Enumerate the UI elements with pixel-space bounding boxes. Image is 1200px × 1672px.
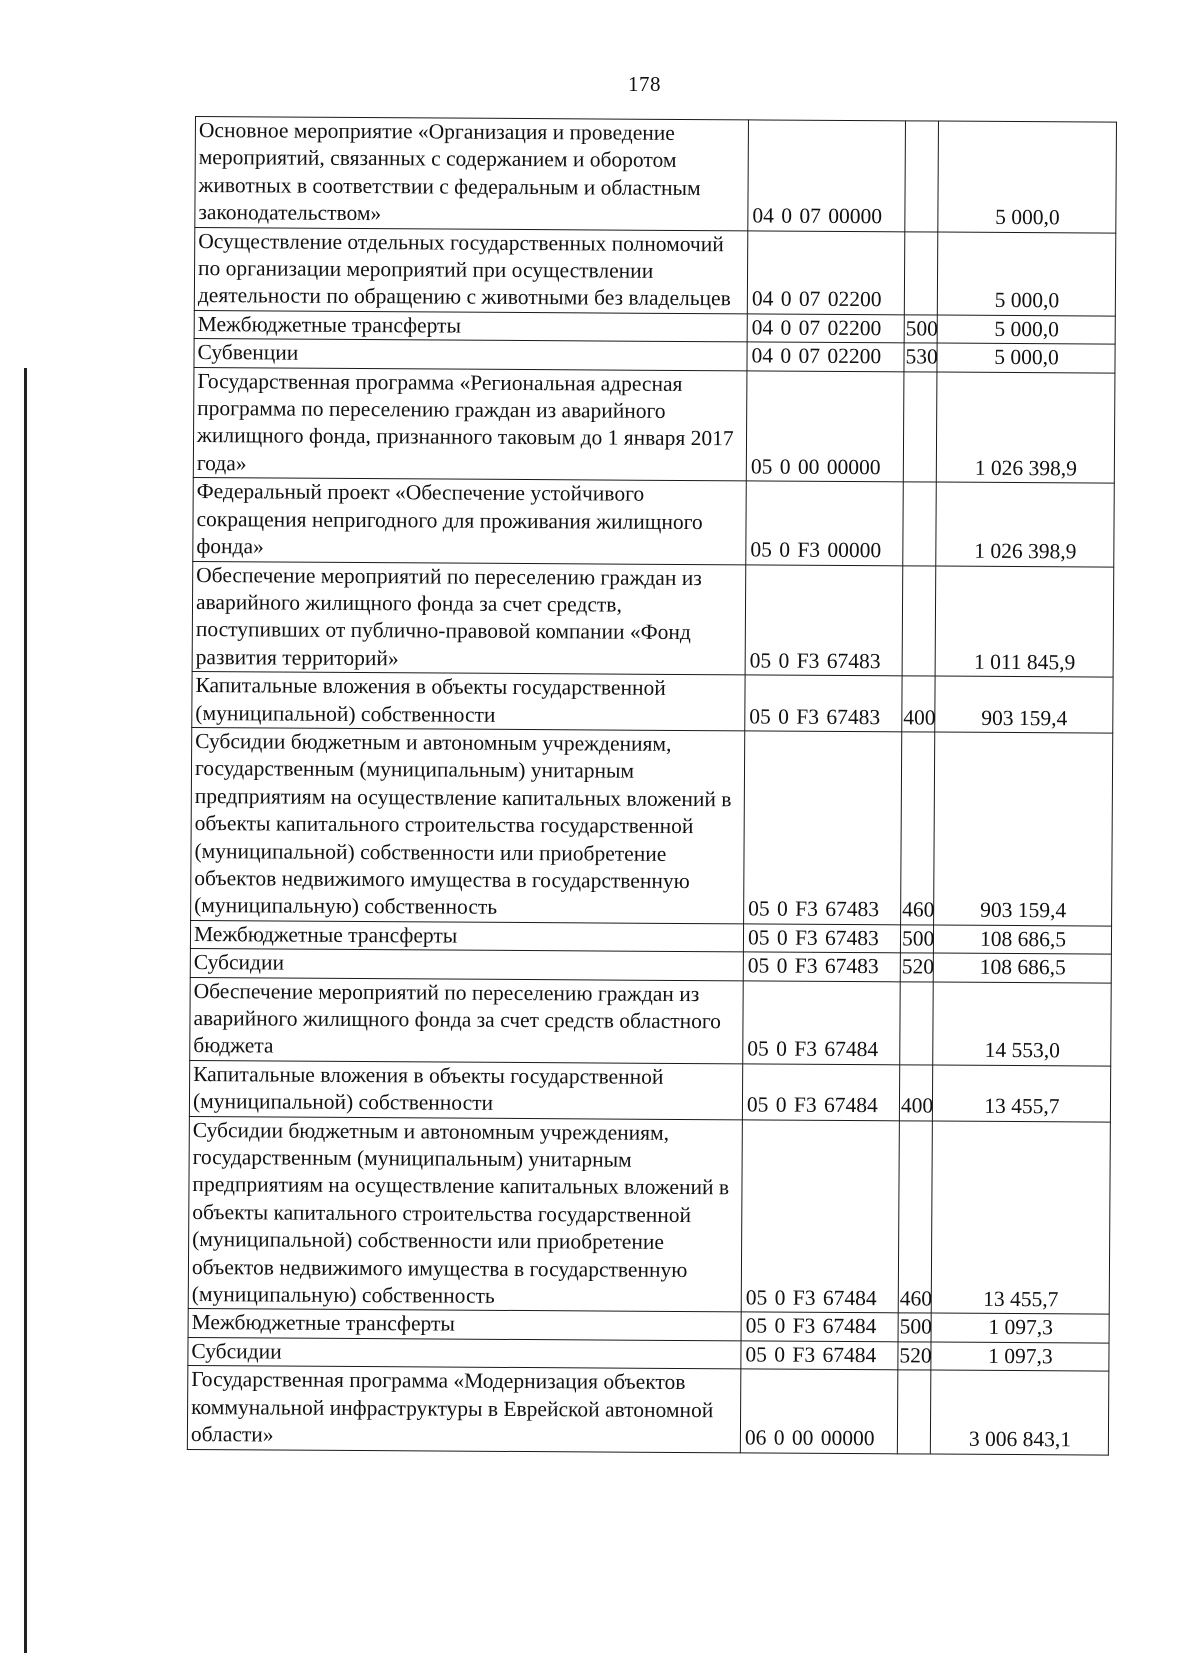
row-name-cell: Обеспечение мероприятий по переселению граждан из аварийного жилищного фонда за счет средств областного бюджета [190,977,743,1064]
row-name-cell: Государственная программа «Модернизация объектов коммунальной инфраструктуры в Еврейской автономной области» [187,1366,740,1453]
row-expense-type-cell: 530 [904,343,937,372]
table-row [193,367,1115,483]
table-row [189,1060,1110,1121]
row-expense-type-cell [905,121,939,232]
table-row [187,1366,1108,1455]
row-amount-cell: 5 000,0 [937,315,1115,344]
table-row [195,117,1117,233]
table-row [194,227,1115,316]
row-expense-type-cell: 520 [900,953,933,982]
row-code-cell: 05 0 F3 67484 [741,1341,898,1370]
row-name-cell: Субсидии бюджетным и автономным учреждениям, государственным (муниципальным) унитарным предприятиям на осуществление капитальных вложений в объекты капитального строительства государственной (муниципальной) собственности или приобретение объектов недвижимого имущества в государственную (муниципальную) собственность [188,1116,742,1312]
row-amount-cell: 1 011 845,9 [935,566,1114,678]
budget-table [187,116,1117,1455]
row-name-cell: Обеспечение мероприятий по переселению граждан из аварийного жилищного фонда за счет средств, поступивших от публично-правовой компании «Фонд развития территорий» [192,561,746,675]
row-code-cell: 05 0 F3 67483 [743,952,900,981]
row-expense-type-cell [904,231,938,314]
row-name-cell: Субсидии [188,1337,741,1369]
row-code-cell: 05 0 F3 67484 [742,1064,899,1121]
row-expense-type-cell: 460 [901,732,935,925]
row-expense-type-cell: 500 [900,925,933,954]
row-amount-cell: 903 159,4 [934,732,1113,926]
row-amount-cell: 5 000,0 [937,343,1115,372]
row-code-cell: 06 0 00 00000 [740,1369,898,1453]
row-amount-cell: 1 026 398,9 [936,482,1115,566]
table-row [191,727,1113,925]
row-amount-cell: 1 097,3 [931,1313,1109,1342]
row-amount-cell: 108 686,5 [933,925,1111,954]
row-amount-cell: 1 097,3 [931,1342,1109,1371]
row-amount-cell: 14 553,0 [933,982,1112,1066]
row-code-cell: 04 0 07 02200 [747,342,904,371]
row-code-cell: 05 0 F3 67483 [744,731,902,925]
row-code-cell: 05 0 F3 67483 [743,924,900,953]
row-code-cell: 05 0 00 00000 [746,371,904,483]
row-name-cell: Субсидии [190,949,743,981]
row-code-cell: 05 0 F3 67484 [743,980,901,1064]
row-amount-cell: 13 455,7 [932,1065,1110,1122]
row-name-cell: Межбюджетные трансферты [188,1309,741,1341]
row-code-cell: 05 0 F3 67483 [745,675,902,732]
row-name-cell: Капитальные вложения в объекты государственной (муниципальной) собственности [192,672,745,731]
page-number: 178 [628,72,661,96]
table-row [192,561,1114,677]
row-name-cell: Государственная программа «Региональная адресная программа по переселению граждан из аварийного жилищного фонда, признанного таковым до 1 января 2017 года» [193,367,747,481]
row-code-cell: 04 0 07 02200 [747,231,905,315]
row-amount-cell: 5 000,0 [937,232,1116,316]
row-amount-cell: 903 159,4 [935,676,1113,733]
table-row [190,977,1111,1066]
row-amount-cell: 108 686,5 [933,953,1111,982]
row-amount-cell: 3 006 843,1 [930,1370,1109,1454]
row-expense-type-cell: 500 [904,315,937,344]
row-code-cell: 05 0 F3 67483 [745,564,903,676]
row-expense-type-cell: 520 [898,1342,931,1371]
row-code-cell: 05 0 F3 00000 [746,481,904,565]
row-name-cell: Основное мероприятие «Организация и проведение мероприятий, связанных с содержанием и оборотом животных в соответствии с федеральным и областным законодательством» [195,117,749,231]
row-expense-type-cell: 400 [902,676,935,732]
row-name-cell: Капитальные вложения в объекты государственной (муниципальной) собственности [189,1060,742,1119]
row-name-cell: Межбюджетные трансферты [190,920,743,952]
row-expense-type-cell [897,1370,931,1453]
row-code-cell: 04 0 07 02200 [747,314,904,343]
row-name-cell: Субвенции [194,339,747,371]
row-expense-type-cell: 400 [899,1065,932,1121]
table-row [193,478,1114,567]
row-amount-cell: 5 000,0 [938,121,1117,233]
scan-edge-line [24,368,27,1653]
row-name-cell: Осуществление отдельных государственных полномочий по организации мероприятий при осуществлении деятельности по обращению с животными без владельцев [194,227,747,314]
row-expense-type-cell [903,482,937,565]
row-expense-type-cell: 460 [898,1120,932,1313]
row-amount-cell: 13 455,7 [931,1121,1110,1315]
row-name-cell: Субсидии бюджетным и автономным учреждениям, государственным (муниципальным) унитарным предприятиям на осуществление капитальных вложений в объекты капитального строительства государственной (муниципальной) собственности или приобретение объектов недвижимого имущества в государственную (муниципальную) собственность [191,727,745,923]
table-row [192,672,1113,733]
row-name-cell: Федеральный проект «Обеспечение устойчивого сокращения непригодного для проживания жилищного фонда» [193,478,746,565]
row-code-cell: 04 0 07 00000 [748,120,906,232]
row-expense-type-cell [900,981,934,1064]
row-code-cell: 05 0 F3 67484 [741,1312,898,1341]
row-name-cell: Межбюджетные трансферты [194,310,747,342]
row-code-cell: 05 0 F3 67484 [741,1119,899,1313]
table-row [188,1116,1110,1314]
row-expense-type-cell: 500 [898,1313,931,1342]
row-expense-type-cell [903,371,937,482]
row-expense-type-cell [902,565,936,676]
row-amount-cell: 1 026 398,9 [936,372,1115,484]
budget-table-body [187,117,1116,1455]
